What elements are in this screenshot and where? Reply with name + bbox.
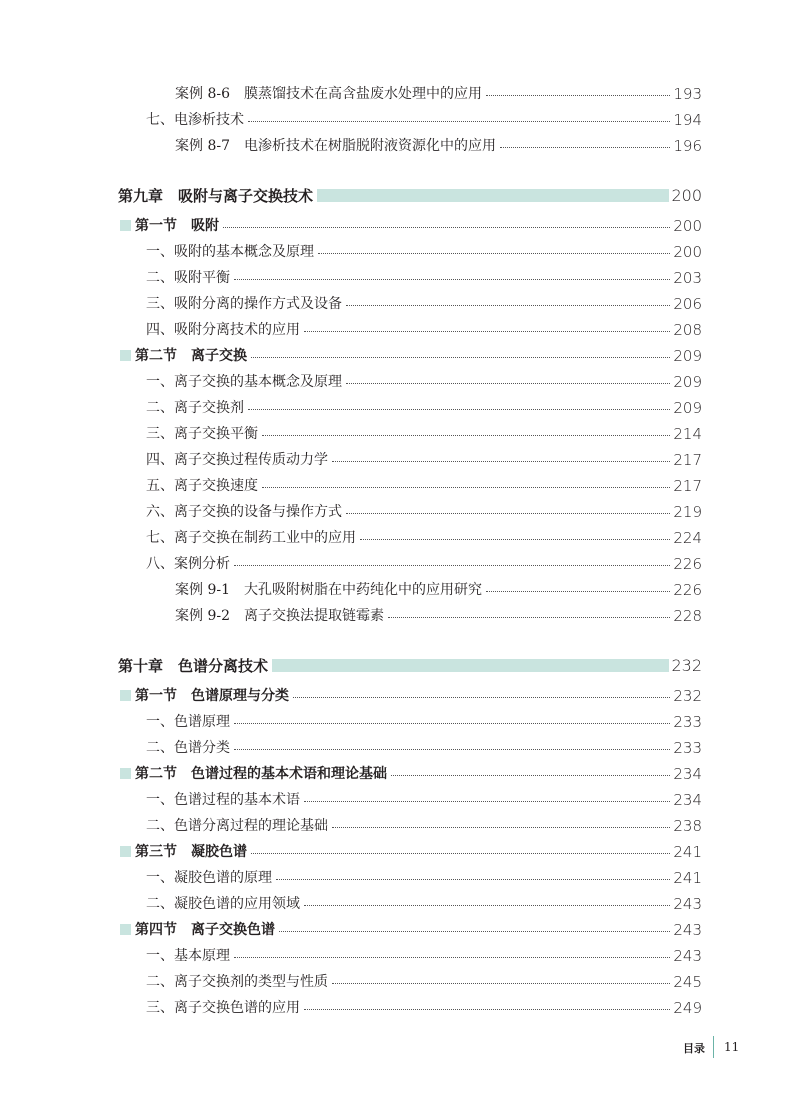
toc-entry-page: 214 xyxy=(671,421,702,447)
toc-entry-page: 217 xyxy=(671,473,702,499)
toc-section xyxy=(0,761,800,787)
toc-section xyxy=(0,213,800,239)
toc-entry-page: 194 xyxy=(671,107,702,133)
toc-entry-page: 206 xyxy=(671,291,702,317)
toc-entry xyxy=(0,473,800,499)
toc-entry-page: 224 xyxy=(671,525,702,551)
dot-leader xyxy=(234,565,672,566)
dot-leader xyxy=(251,357,672,358)
dot-leader xyxy=(234,723,672,724)
toc-entry-title: 六、离子交换的设备与操作方式 xyxy=(146,499,344,525)
dot-leader xyxy=(234,749,672,750)
toc-entry xyxy=(0,865,800,891)
toc-entry xyxy=(0,551,800,577)
toc-entry-title: 五、离子交换速度 xyxy=(146,473,260,499)
toc-entry xyxy=(0,133,800,159)
toc-entry xyxy=(0,369,800,395)
toc-chapter xyxy=(0,183,800,209)
toc-entry-title: 三、离子交换平衡 xyxy=(146,421,260,447)
toc-entry-page: 200 xyxy=(671,239,702,265)
toc-entry-page: 200 xyxy=(669,183,702,209)
toc-entry-title: 七、离子交换在制药工业中的应用 xyxy=(146,525,358,551)
dot-leader xyxy=(500,147,672,148)
toc-entry-page: 249 xyxy=(671,995,702,1021)
toc-entry xyxy=(0,107,800,133)
toc-entry-title: 四、离子交换过程传质动力学 xyxy=(146,447,330,473)
dot-leader xyxy=(304,331,672,332)
toc-entry-title: 案例 8-7 电渗析技术在树脂脱附液资源化中的应用 xyxy=(175,133,498,159)
toc-entry xyxy=(0,447,800,473)
dot-leader xyxy=(251,853,672,854)
toc-entry-title: 二、离子交换剂的类型与性质 xyxy=(146,969,330,995)
dot-leader xyxy=(223,227,672,228)
toc-entry xyxy=(0,943,800,969)
toc-entry-page: 241 xyxy=(671,865,702,891)
toc-entry-title: 第一节 色谱原理与分类 xyxy=(135,683,291,709)
toc-entry-title: 二、凝胶色谱的应用领域 xyxy=(146,891,302,917)
toc-entry-title: 一、基本原理 xyxy=(146,943,232,969)
toc-entry-page: 233 xyxy=(671,735,702,761)
toc-entry-title: 四、吸附分离技术的应用 xyxy=(146,317,302,343)
toc-entry xyxy=(0,735,800,761)
toc-entry-title: 二、离子交换剂 xyxy=(146,395,246,421)
toc-entry-page: 208 xyxy=(671,317,702,343)
toc-entry xyxy=(0,787,800,813)
toc-entry-page: 238 xyxy=(671,813,702,839)
dot-leader xyxy=(388,617,672,618)
dot-leader xyxy=(346,513,672,514)
dot-leader xyxy=(234,279,672,280)
toc-entry-title: 案例 9-1 大孔吸附树脂在中药纯化中的应用研究 xyxy=(175,577,484,603)
toc-entry-page: 226 xyxy=(671,551,702,577)
dot-leader xyxy=(262,435,672,436)
dot-leader xyxy=(391,775,672,776)
toc-entry-page: 200 xyxy=(671,213,702,239)
dot-leader xyxy=(248,121,672,122)
toc-entry xyxy=(0,577,800,603)
toc-entry-page: 234 xyxy=(671,761,702,787)
toc-entry-title: 三、离子交换色谱的应用 xyxy=(146,995,302,1021)
toc-section xyxy=(0,839,800,865)
toc-entry-page: 203 xyxy=(671,265,702,291)
section-marker-square xyxy=(120,690,131,701)
toc-entry-page: 228 xyxy=(671,603,702,629)
toc-entry-title: 七、电渗析技术 xyxy=(146,107,246,133)
toc-entry xyxy=(0,395,800,421)
toc-entry-page: 196 xyxy=(671,133,702,159)
toc-section xyxy=(0,683,800,709)
toc-entry-title: 一、离子交换的基本概念及原理 xyxy=(146,369,344,395)
toc-entry-title: 一、色谱原理 xyxy=(146,709,232,735)
toc-entry xyxy=(0,265,800,291)
toc-entry-title: 八、案例分析 xyxy=(146,551,232,577)
toc-entry-page: 234 xyxy=(671,787,702,813)
toc-entry xyxy=(0,81,800,107)
chapter-title-bar xyxy=(317,189,670,202)
dot-leader xyxy=(304,801,672,802)
dot-leader xyxy=(276,879,672,880)
dot-leader xyxy=(332,983,672,984)
toc-section xyxy=(0,343,800,369)
toc-entry-page: 243 xyxy=(671,943,702,969)
toc-entry-page: 232 xyxy=(671,683,702,709)
chapter-title-bar xyxy=(272,659,670,672)
toc-entry-title: 第一节 吸附 xyxy=(135,213,221,239)
page-number: 11 xyxy=(724,1040,740,1054)
toc-entry-page: 219 xyxy=(671,499,702,525)
dot-leader xyxy=(486,95,672,96)
toc-entry xyxy=(0,421,800,447)
footer-divider xyxy=(713,1036,714,1058)
toc-entry-title: 案例 8-6 膜蒸馏技术在高含盐废水处理中的应用 xyxy=(175,81,484,107)
dot-leader xyxy=(332,827,672,828)
dot-leader xyxy=(304,1009,672,1010)
toc-entry-title: 第四节 离子交换色谱 xyxy=(135,917,277,943)
toc-section xyxy=(0,917,800,943)
dot-leader xyxy=(248,409,672,410)
toc-entry xyxy=(0,813,800,839)
toc-entry-page: 209 xyxy=(671,369,702,395)
toc-entry-page: 217 xyxy=(671,447,702,473)
toc-entry-page: 226 xyxy=(671,577,702,603)
dot-leader xyxy=(279,931,672,932)
toc-entry-page: 243 xyxy=(671,917,702,943)
toc-entry xyxy=(0,239,800,265)
toc-entry-title: 二、吸附平衡 xyxy=(146,265,232,291)
toc-entry-title: 一、凝胶色谱的原理 xyxy=(146,865,274,891)
toc-entry-title: 第十章 色谱分离技术 xyxy=(118,653,270,679)
dot-leader xyxy=(293,697,672,698)
toc-entry-title: 第二节 离子交换 xyxy=(135,343,249,369)
toc-entry xyxy=(0,291,800,317)
dot-leader xyxy=(360,539,672,540)
toc-entry-page: 232 xyxy=(669,653,702,679)
toc-entry-page: 241 xyxy=(671,839,702,865)
toc-entry-title: 一、吸附的基本概念及原理 xyxy=(146,239,316,265)
dot-leader xyxy=(318,253,672,254)
toc-entry-page: 245 xyxy=(671,969,702,995)
toc-entry-page: 193 xyxy=(671,81,702,107)
toc-entry-page: 243 xyxy=(671,891,702,917)
section-marker-square xyxy=(120,350,131,361)
dot-leader xyxy=(332,461,672,462)
toc-entry-page: 209 xyxy=(671,395,702,421)
toc-entry-title: 二、色谱分离过程的理论基础 xyxy=(146,813,330,839)
toc-entry-title: 三、吸附分离的操作方式及设备 xyxy=(146,291,344,317)
toc-entry xyxy=(0,499,800,525)
section-marker-square xyxy=(120,846,131,857)
dot-leader xyxy=(346,305,672,306)
toc-entry xyxy=(0,891,800,917)
footer-section-label: 目录 xyxy=(683,1042,705,1055)
toc-entry xyxy=(0,995,800,1021)
toc-entry-title: 二、色谱分类 xyxy=(146,735,232,761)
toc-entry xyxy=(0,603,800,629)
toc-entry-title: 第三节 凝胶色谱 xyxy=(135,839,249,865)
toc-entry-title: 第九章 吸附与离子交换技术 xyxy=(118,183,315,209)
toc-entry xyxy=(0,525,800,551)
dot-leader xyxy=(346,383,672,384)
toc-entry-title: 第二节 色谱过程的基本术语和理论基础 xyxy=(135,761,389,787)
section-marker-square xyxy=(120,768,131,779)
toc-chapter xyxy=(0,653,800,679)
toc-entry-title: 一、色谱过程的基本术语 xyxy=(146,787,302,813)
dot-leader xyxy=(304,905,672,906)
toc-entry xyxy=(0,709,800,735)
toc-entry xyxy=(0,317,800,343)
section-marker-square xyxy=(120,220,131,231)
toc-entry-title: 案例 9-2 离子交换法提取链霉素 xyxy=(175,603,386,629)
toc-entry xyxy=(0,969,800,995)
dot-leader xyxy=(262,487,672,488)
dot-leader xyxy=(486,591,672,592)
dot-leader xyxy=(234,957,672,958)
section-marker-square xyxy=(120,924,131,935)
toc-entry-page: 233 xyxy=(671,709,702,735)
toc-entry-page: 209 xyxy=(671,343,702,369)
